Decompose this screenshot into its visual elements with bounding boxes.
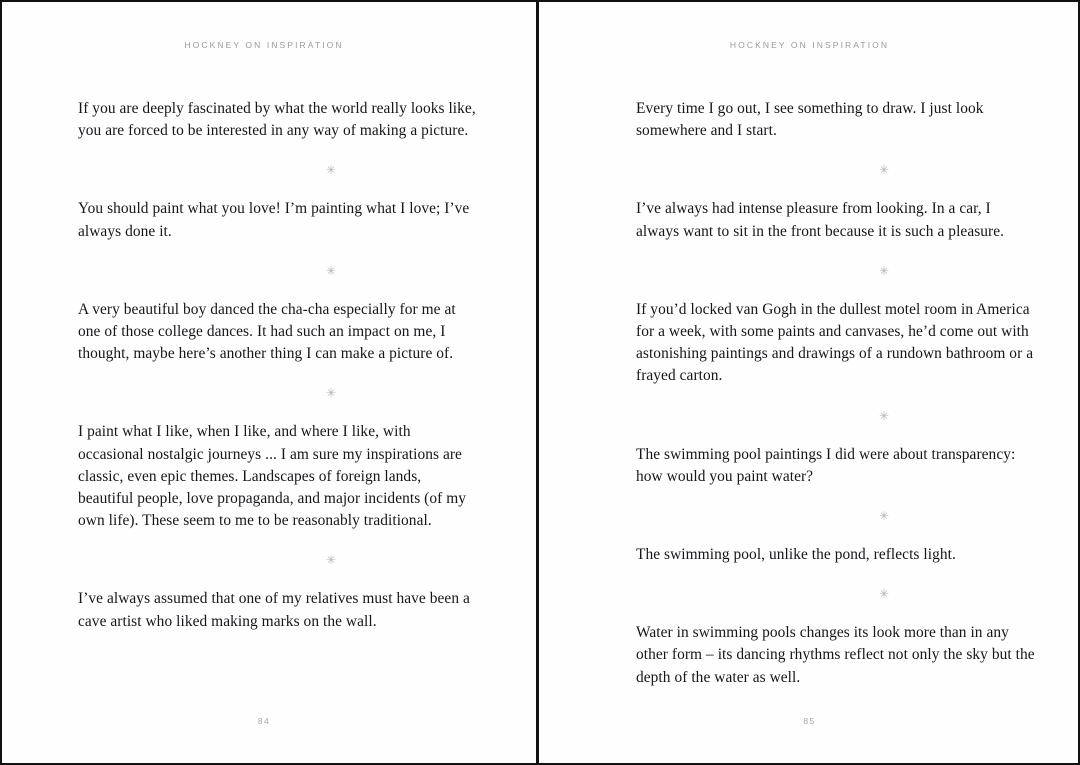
page-number-right: 85 bbox=[803, 716, 816, 726]
asterisk-separator-icon: ✳ bbox=[878, 509, 890, 524]
page-number-left: 84 bbox=[257, 716, 271, 726]
text-block-right bbox=[636, 98, 1036, 689]
quote-paragraph: The swimming pool paintings I did were about transparency: how would you paint water? bbox=[636, 445, 1016, 485]
asterisk-separator-icon: ✳ bbox=[325, 553, 337, 568]
asterisk-separator-icon: ✳ bbox=[878, 587, 890, 602]
quote-paragraph: If you are deeply fascinated by what the world really looks like, you are forced to be interested in any way of making a picture. bbox=[78, 100, 476, 140]
page-left bbox=[2, 2, 539, 763]
quote-paragraph: I paint what I like, when I like, and where I like, with occasional nostalgic journeys ... I am sure my inspirations are classic, even epic themes. Landscapes of foreign lands, beautiful people, love propaganda, and major incidents (of my own life). These seem to me to be reasonably traditional. bbox=[78, 423, 467, 530]
quote-paragraph: You should paint what you love! I’m painting what I love; I’ve always done it. bbox=[78, 200, 470, 240]
asterisk-separator-icon: ✳ bbox=[325, 386, 337, 401]
asterisk-separator-icon: ✳ bbox=[878, 408, 890, 423]
running-head-right: HOCKNEY ON INSPIRATION bbox=[729, 40, 890, 50]
text-block-left bbox=[78, 98, 478, 633]
page-right bbox=[539, 2, 1076, 763]
quote-paragraph: I’ve always assumed that one of my relatives must have been a cave artist who liked making marks on the wall. bbox=[78, 590, 470, 630]
quote-paragraph: A very beautiful boy danced the cha-cha especially for me at one of those college dances. It had such an impact on me, I thought, maybe here’s another thing I can make a picture of. bbox=[78, 300, 456, 363]
asterisk-separator-icon: ✳ bbox=[878, 263, 890, 278]
quote-paragraph: The swimming pool, unlike the pond, reflects light. bbox=[636, 546, 956, 564]
quote-paragraph: I’ve always had intense pleasure from looking. In a car, I always want to sit in the front because it is such a pleasure. bbox=[636, 200, 1005, 240]
asterisk-separator-icon: ✳ bbox=[325, 263, 337, 278]
asterisk-separator-icon: ✳ bbox=[878, 163, 890, 178]
quote-paragraph: Every time I go out, I see something to draw. I just look somewhere and I start. bbox=[636, 100, 984, 140]
quote-paragraph: Water in swimming pools changes its look more than in any other form – its dancing rhythms reflect not only the sky but the depth of the water as well. bbox=[636, 624, 1035, 686]
asterisk-separator-icon: ✳ bbox=[325, 163, 337, 178]
running-head-left: HOCKNEY ON INSPIRATION bbox=[184, 40, 344, 50]
quote-paragraph: If you’d locked van Gogh in the dullest motel room in America for a week, with some paints and canvases, he’d come out with astonishing paintings and drawings of a rundown bathroom or a frayed carton. bbox=[636, 300, 1034, 385]
